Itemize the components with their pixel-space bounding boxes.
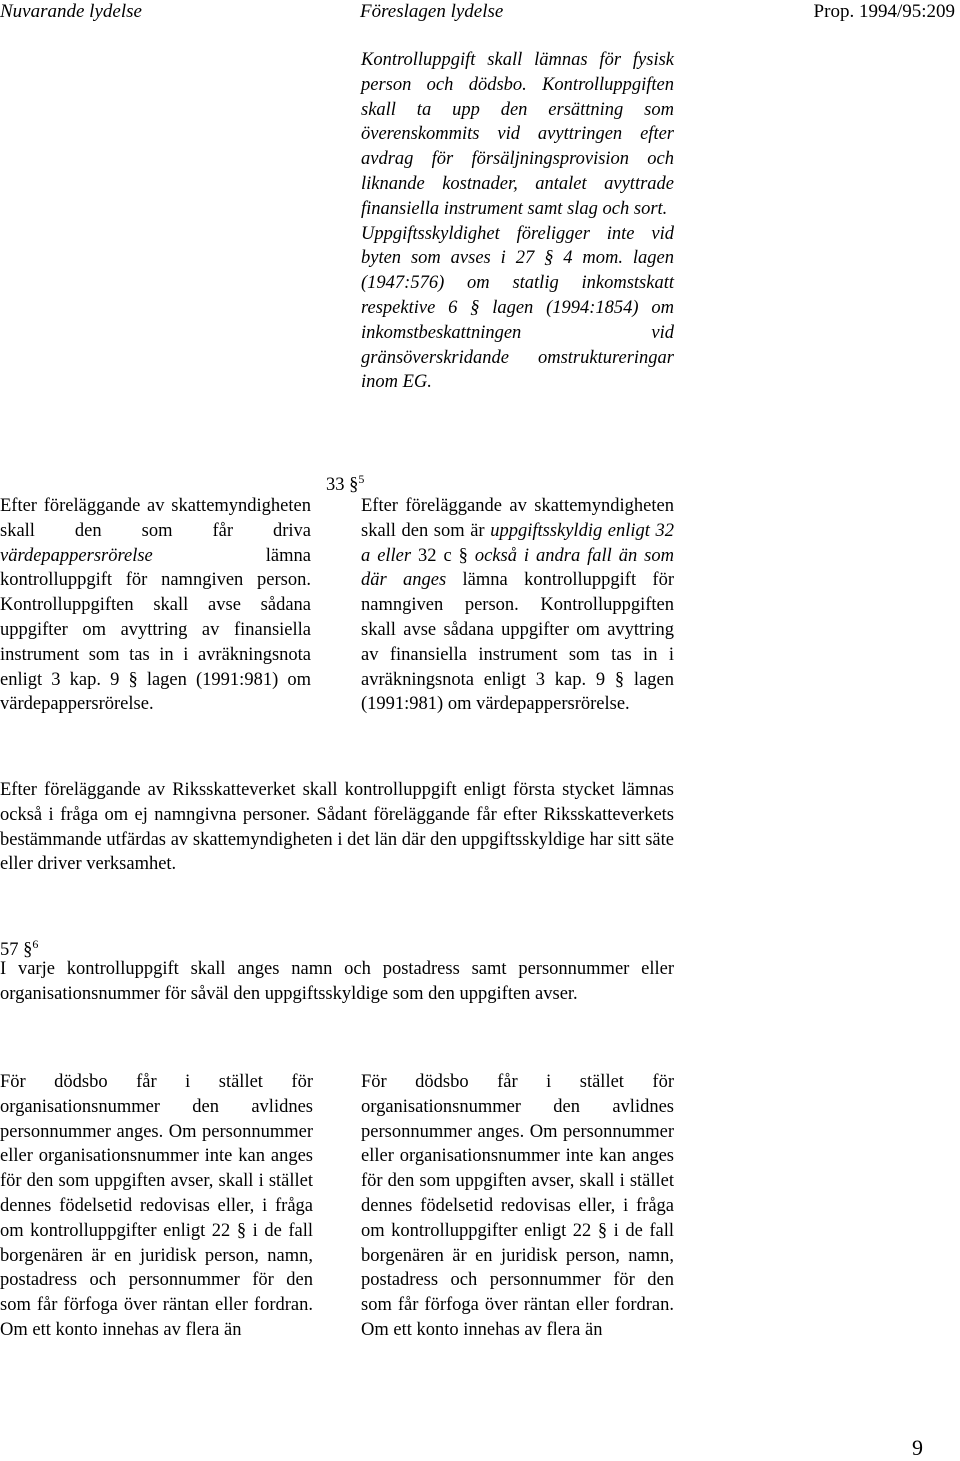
section-33-current-text bbox=[0, 494, 311, 717]
paragraph: Efter föreläggande av Riksskatteverket skall kontrolluppgift enligt första stycket lämnas också i fråga om ej namngivna personer. Sådant föreläggande får efter Riksskatteverkets bestämmande utfärdas av skattemyndigheten i det län där den uppgiftsskyldige har sitt säte eller driver verksamhet. bbox=[0, 780, 674, 875]
paragraph: För dödsbo får i stället för organisationsnummer den avlidnes personnummer anges. Om personnummer eller organisationsnummer inte kan anges för den som uppgiften avser, skall i stället dennes födelsetid redovisas eller, i fråga om kontrolluppgifter enligt 22 § i de fall borgenären är en juridisk person, namn, postadress och personnummer för den som får förfoga över räntan eller fordran. Om ett konto innehas av flera än bbox=[0, 1072, 313, 1340]
paragraph: Efter föreläggande av skattemyndigheten skall den som får driva värdepappersrörelse lämna kontrolluppgift för namngiven person. Kontrolluppgiften skall avse sådana uppgifter om avyttring av finansiella instrument som tas in i avräkningsnota enligt 3 kap. 9 § lagen (1991:981) om värdepappersrörelse. bbox=[0, 496, 311, 715]
full-width-paragraph bbox=[0, 778, 674, 877]
paragraph: Uppgiftsskyldighet föreligger inte vid byten som avses i 27 § 4 mom. lagen (1947:576) om statlig inkomstskatt respektive 6 § lagen (1994:1854) om inkomstbeskattningen vid gränsöverskridande omstruktureringar inom EG. bbox=[361, 223, 674, 393]
footnote-marker: 6 bbox=[32, 937, 39, 951]
paragraph: I varje kontrolluppgift skall anges namn och postadress samt personnummer eller organisationsnummer för såväl den uppgiftsskyldige som den uppgiften avser. bbox=[0, 959, 674, 1004]
paragraph: Efter föreläggande av skattemyndigheten skall den som är uppgiftsskyldig enligt 32 a eller 32 c § också i andra fall än som där anges lämna kontrolluppgift för namngiven person. Kontrolluppgiften skall avse sådana uppgifter om avyttring av finansiella instrument som tas in i avräkningsnota enligt 3 kap. 9 § lagen (1991:981) om värdepappersrörelse. bbox=[361, 496, 674, 715]
section-number: 57 § bbox=[0, 940, 33, 960]
header-current-wording: Nuvarande lydelse bbox=[0, 1, 142, 22]
section-number: 33 § bbox=[326, 475, 359, 495]
proposed-text-top bbox=[361, 48, 674, 395]
paragraph: Kontrolluppgift skall lämnas för fysisk person och dödsbo. Kontrolluppgiften skall ta upp den ersättning som överenskommits vid avyttringen efter avdrag för försäljningsprovision och liknande kostnader, antalet avyttrade finansiella instrument samt slag och sort. bbox=[361, 50, 674, 219]
paragraph: För dödsbo får i stället för organisationsnummer den avlidnes personnummer anges. Om personnummer eller organisationsnummer inte kan anges för den som uppgiften avser, skall i stället dennes födelsetid redovisas eller, i fråga om kontrolluppgifter enligt 22 § i de fall borgenären är en juridisk person, namn, postadress och personnummer för den som får förfoga över räntan eller fordran. Om ett konto innehas av flera än bbox=[361, 1072, 674, 1340]
footnote-marker: 5 bbox=[358, 472, 365, 486]
bottom-proposed-text bbox=[361, 1070, 674, 1343]
section-57-text bbox=[0, 957, 674, 1007]
section-33-proposed-text bbox=[361, 494, 674, 717]
header-proposed-wording: Föreslagen lydelse bbox=[360, 1, 504, 22]
section-heading-33 bbox=[326, 467, 364, 497]
header-prop-reference: Prop. 1994/95:209 bbox=[813, 1, 955, 22]
page-number: 9 bbox=[912, 1435, 923, 1460]
bottom-current-text bbox=[0, 1070, 313, 1343]
